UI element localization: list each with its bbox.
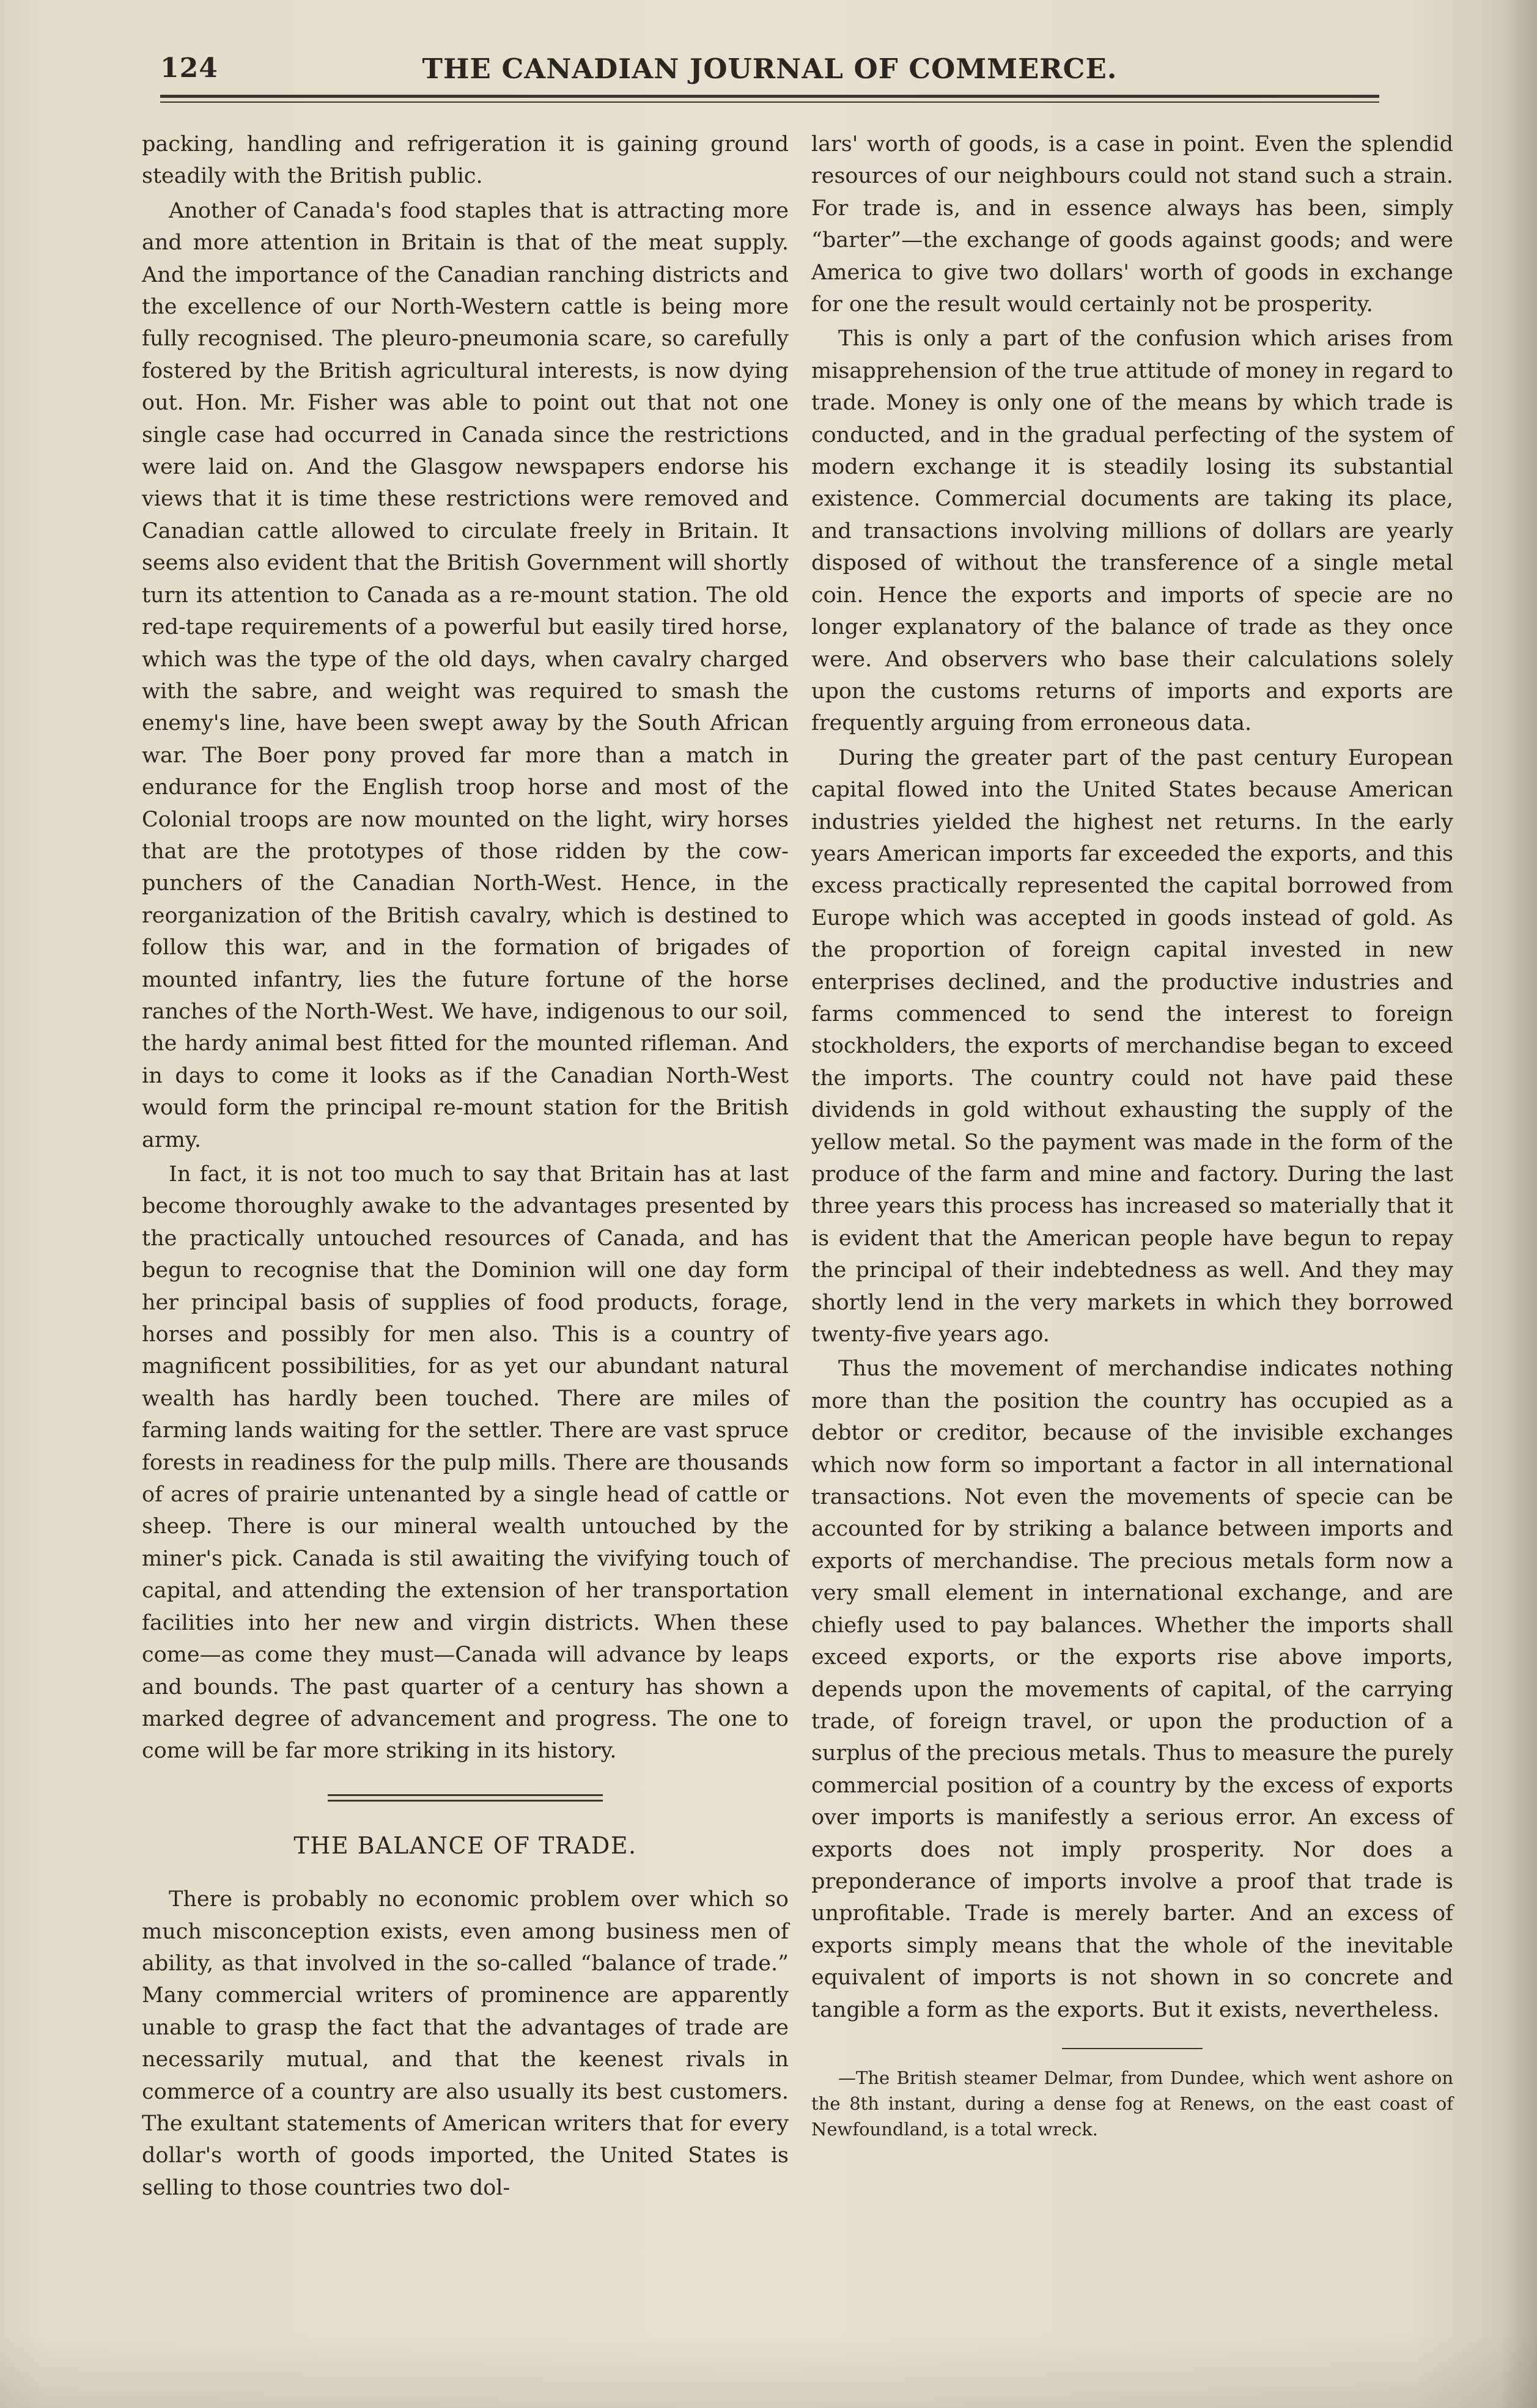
news-note: —The British steamer Delmar, from Dundee, which went ashore on the 8th instant, during a dense fog at Renews, on the east coast of Newfoundland, is a total wreck. — [811, 2067, 1453, 2140]
header-rule-thin — [160, 101, 1379, 103]
left-column — [142, 128, 789, 2204]
section-divider — [328, 1794, 603, 1802]
article-paragraph: packing, handling and refrigeration it is gaining ground steadily with the British public. — [142, 132, 789, 189]
page-edge-shadow — [1500, 0, 1537, 2408]
page-bottom-shade — [0, 2335, 1537, 2408]
article-paragraph: In fact, it is not too much to say that Britain has at last become thoroughly awake to the advantages presented by the practically untouched resources of Canada, and has begun to recognise that the Dominion will one day form her principal basis of supplies of food products, forage, horses and possibly for men also. This is a country of magnificent possibilities, for as yet our abundant natural wealth has hardly been touched. There are miles of farming lands waiting for the settler. There are vast spruce forests in readiness for the pulp mills. There are thousands of acres of prairie untenanted by a single head of cattle or sheep. There is our mineral wealth untouched by the miner's pick. Canada is stil awaiting the vivifying touch of capital, and attending the extension of her transportation facilities into her new and virgin districts. When these come—as come they must—Canada will advance by leaps and bounds. The past quarter of a century has shown a marked degree of advancement and progress. The one to come will be far more striking in its history. — [142, 1162, 789, 1764]
header-rule-thick — [160, 95, 1379, 98]
article-paragraph: This is only a part of the confusion which arises from misapprehension of the true attitude of money in regard to trade. Money is only one of the means by which trade is conducted, and in the gradual perfecting of the system of modern exchange it is steadily losing its substantial existence. Commercial documents are taking its place, and transactions involving millions of dollars are yearly disposed of without the transference of a single metal coin. Hence the exports and imports of specie are no longer explanatory of the balance of trade as they once were. And observers who base their calculations solely upon the customs returns of imports and exports are frequently arguing from erroneous data. — [811, 326, 1453, 736]
article-paragraph: During the greater part of the past century European capital flowed into the United States because American industries yielded the highest net returns. In the early years American imports far exceeded the exports, and this excess practically represented the capital borrowed from Europe which was accepted in goods instead of gold. As the proportion of foreign capital invested in new enterprises declined, and the productive industries and farms commenced to send the interest to foreign stockholders, the exports of merchandise began to exceed the imports. The country could not have paid these dividends in gold without exhausting the supply of the yellow metal. So the payment was made in the form of the produce of the farm and mine and factory. During the last three years this process has increased so materially that it is evident that the American people have begun to repay the principal of their indebtedness as well. And they may shortly lend in the very markets in which they borrowed twenty-five years ago. — [811, 745, 1453, 1347]
article-paragraph: Another of Canada's food staples that is attracting more and more attention in Britain is that of the meat supply. And the importance of the Canadian ranching districts and the excellence of our North-Western cattle is being more fully recognised. The pleuro-pneumonia scare, so carefully fostered by the British agricultural interests, is now dying out. Hon. Mr. Fisher was able to point out that not one single case had occurred in Canada since the restrictions were laid on. And the Glasgow newspapers endorse his views that it is time these restrictions were removed and Canadian cattle allowed to circulate freely in Britain. It seems also evident that the British Government will shortly turn its attention to Canada as a re-mount station. The old red-tape requirements of a powerful but easily tired horse, which was the type of the old days, when cavalry charged with the sabre, and weight was required to smash the enemy's line, have been swept away by the South African war. The Boer pony proved far more than a match in endurance for the English troop horse and most of the Colonial troops are now mounted on the light, wiry horses that are the prototypes of those ridden by the cow-punchers of the Canadian North-West. Hence, in the reorganization of the British cavalry, which is destined to follow this war, and in the formation of brigades of mounted infantry, lies the future fortune of the horse ranches of the North-West. We have, indigenous to our soil, the hardy animal best fitted for the mounted rifleman. And in days to come it looks as if the Canadian North-West would form the principal re-mount station for the British army. — [142, 198, 789, 1152]
article-paragraph: Thus the movement of merchandise indicates nothing more than the position the country has occupied as a debtor or creditor, because of the invisible exchanges which now form so important a factor in all international transactions. Not even the movements of specie can be accounted for by striking a balance between imports and exports of merchandise. The precious metals form now a very small element in international exchange, and are chiefly used to pay balances. Whether the imports shall exceed exports, or the exports rise above imports, depends upon the movements of capital, of the carrying trade, of foreign travel, or upon the production of a surplus of the precious metals. Thus to measure the purely commercial position of a country by the excess of exports over imports is manifestly a serious error. An excess of exports does not imply prosperity. Nor does a preponderance of imports involve a proof that trade is unprofitable. Trade is merely barter. And an excess of exports simply means that the whole of the inevitable equivalent of imports is not shown in so concrete and tangible a form as the exports. But it exists, nevertheless. — [811, 1357, 1453, 2022]
note-divider — [1062, 2048, 1203, 2049]
journal-title: THE CANADIAN JOURNAL OF COMMERCE. — [422, 53, 1118, 85]
page-number: 124 — [160, 53, 218, 84]
article-paragraph: There is probably no economic problem over which so much misconception exists, even among business men of ability, as that involved in the so-called “balance of trade.” Many commercial writers of prominence are apparently unable to grasp the fact that the advantages of trade are necessarily mutual, and that the keenest rivals in commerce of a country are also usually its best customers. The exultant statements of American writers that for every dollar's worth of goods imported, the United States is selling to those countries two dol- — [142, 1887, 789, 2200]
article-paragraph: lars' worth of goods, is a case in point. Even the splendid resources of our neighbours could not stand such a strain. For trade is, and in essence always has been, simply “barter”—the exchange of goods against goods; and were America to give two dollars' worth of goods in exchange for one the result would certainly not be prosperity. — [811, 132, 1453, 317]
right-column — [811, 128, 1453, 2142]
page-header — [160, 48, 1379, 97]
section-heading: THE BALANCE OF TRADE. — [293, 1832, 637, 1859]
